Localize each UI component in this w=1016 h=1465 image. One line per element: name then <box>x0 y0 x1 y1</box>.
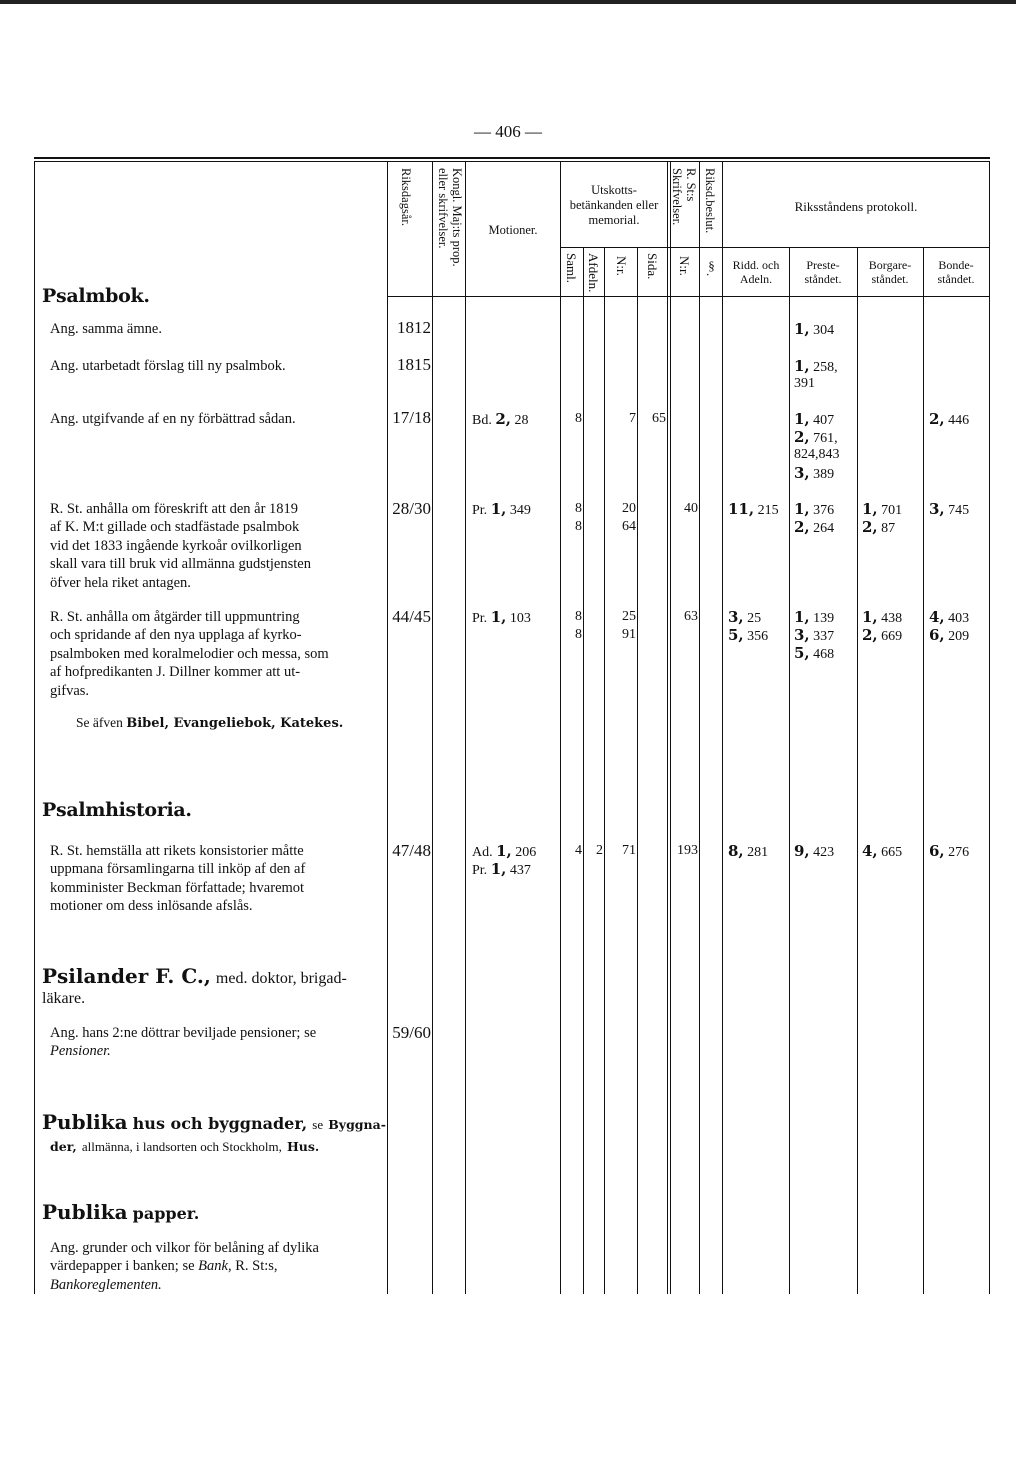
header-kongl: Kongl. Maj:ts prop. eller skrifvelser. <box>436 168 464 267</box>
row-preste: 1, 139 <box>794 608 835 626</box>
row-desc: Ang. hans 2:ne döttrar beviljade pensioner; se Pensioner. <box>50 1025 317 1060</box>
header-riksdbeslut: Riksd.beslut. <box>703 168 717 234</box>
row-desc: R. St. anhålla om åtgärder till uppmuntring och spridande af den nya upplaga af kyrko- psalmboken med koralmelodier och messa, som af hofpredikanten J. Dillner kommer att ut- gifvas. <box>50 609 329 699</box>
row-desc: Ang. samma ämne. <box>50 321 162 337</box>
row-motion: Ad. 1, 206 <box>472 842 537 860</box>
publika-hus-line2: der, allmänna, i landsorten och Stockholm, Hus. <box>50 1139 320 1154</box>
header-rsts-nr: N:r. <box>677 256 692 276</box>
row-rsts-nr: 193 <box>677 843 698 858</box>
table-top-rule <box>34 157 990 159</box>
psilander-subtitle: läkare. <box>42 990 86 1007</box>
row-preste: 1, 258, <box>794 357 838 375</box>
row-year: 47/48 <box>392 841 431 860</box>
section-title-publika-hus: Publika hus och byggnader, se Byggna- <box>42 1110 386 1134</box>
row-preste: 3, 337 <box>794 626 835 644</box>
section-title-publika-papper: Publika papper. <box>42 1200 200 1224</box>
row-saml: 8 <box>575 501 582 516</box>
table-top-rule-thin <box>34 161 990 162</box>
row-nr: 25 <box>622 609 636 624</box>
row-desc: Ang. grunder och vilkor för belåning af dylika värdepapper i banken; se Bank, R. St:s, Bankoreglementen. <box>50 1240 319 1293</box>
row-rsts-nr: 40 <box>684 501 698 516</box>
subheader-rule <box>560 247 990 248</box>
col-rule-9 <box>699 162 700 1294</box>
header-riksdagsar: Riksdagsår. <box>399 168 413 226</box>
row-borgare: 1, 438 <box>862 608 903 626</box>
col-rule-14 <box>989 162 990 1294</box>
section-title-psalmbok: Psalmbok. <box>42 285 150 307</box>
row-motion: Pr. 1, 437 <box>472 860 531 878</box>
row-preste: 1, 304 <box>794 320 835 338</box>
row-motion: Pr. 1, 349 <box>472 500 531 518</box>
section-title-psalmhistoria: Psalmhistoria. <box>42 799 192 821</box>
header-motioner: Motioner. <box>488 223 538 237</box>
row-desc: Ang. utarbetadt förslag till ny psalmbok. <box>50 358 286 374</box>
row-year: 44/45 <box>392 607 431 626</box>
header-bottom-rule <box>387 296 990 297</box>
row-saml: 4 <box>575 843 582 858</box>
row-bonde: 4, 403 <box>929 608 970 626</box>
row-bonde: 2, 446 <box>929 410 970 428</box>
col-rule-8b <box>670 162 671 1294</box>
row-year: 59/60 <box>392 1023 431 1042</box>
row-preste: 9, 423 <box>794 842 835 860</box>
header-bonde: Bonde- ståndet. <box>937 258 975 286</box>
row-nr: 91 <box>622 627 636 642</box>
row-ridd: 8, 281 <box>728 842 769 860</box>
row-year: 1812 <box>397 318 431 337</box>
row-preste: 1, 376 <box>794 500 835 518</box>
row-bonde: 6, 209 <box>929 626 970 644</box>
row-nr: 20 <box>622 501 636 516</box>
col-rule-7 <box>637 247 638 1294</box>
see-also: Se äfven Bibel, Evangeliebok, Katekes. <box>76 715 344 731</box>
row-desc: R. St. hemställa att rikets konsistorier måtte uppmana församlingarna till inköp af den af komminister Beckman författade; hvaremot motioner om dess inlösande afslås. <box>50 843 306 915</box>
row-borgare: 4, 665 <box>862 842 903 860</box>
header-ridd: Ridd. och Adeln. <box>732 258 780 286</box>
row-preste: 5, 468 <box>794 644 835 662</box>
row-year: 28/30 <box>392 499 431 518</box>
row-sida: 65 <box>652 411 666 426</box>
row-nr: 71 <box>622 843 636 858</box>
row-ridd: 11, 215 <box>728 500 779 518</box>
col-rule-5 <box>583 247 584 1294</box>
row-borgare: 2, 669 <box>862 626 903 644</box>
col-rule-2 <box>432 162 433 1294</box>
page-top-edge <box>0 0 1016 4</box>
row-nr: 64 <box>622 519 636 534</box>
row-afdeln: 2 <box>596 843 603 858</box>
row-bonde: 3, 745 <box>929 500 970 518</box>
col-rule-1 <box>387 162 388 1294</box>
col-rule-12 <box>857 247 858 1294</box>
row-preste: 824,843 <box>794 447 840 462</box>
col-rule-3 <box>465 162 466 1294</box>
header-borgare: Borgare- ståndet. <box>868 258 912 286</box>
row-borgare: 2, 87 <box>862 518 896 536</box>
col-rule-11 <box>789 247 790 1294</box>
row-year: 17/18 <box>392 408 431 427</box>
row-motion: Bd. 2, 28 <box>472 410 529 428</box>
row-saml: 8 <box>575 627 582 642</box>
col-rule-10 <box>722 162 723 1294</box>
header-protokoll: Riksståndens protokoll. <box>794 199 918 214</box>
header-para: §. <box>704 258 719 277</box>
row-preste: 2, 264 <box>794 518 835 536</box>
row-saml: 8 <box>575 411 582 426</box>
row-preste: 3, 389 <box>794 464 835 482</box>
row-ridd: 5, 356 <box>728 626 769 644</box>
page-number: — 406 — <box>474 122 542 141</box>
header-nr: N:r. <box>614 256 629 276</box>
col-rule-13 <box>923 247 924 1294</box>
row-saml: 8 <box>575 519 582 534</box>
row-preste: 1, 407 <box>794 410 835 428</box>
col-rule-8 <box>667 162 668 1294</box>
row-preste: 2, 761, <box>794 428 838 446</box>
row-ridd: 3, 25 <box>728 608 762 626</box>
col-rule-4 <box>560 162 561 1294</box>
row-bonde: 6, 276 <box>929 842 970 860</box>
row-nr: 7 <box>629 411 636 426</box>
row-desc: Ang. utgifvande af en ny förbättrad sådan. <box>50 411 296 427</box>
col-rule-left <box>34 162 35 1294</box>
header-rsts: R. St:s Skrifvelser. <box>670 168 698 226</box>
header-afdeln: Afdeln. <box>586 253 601 293</box>
header-preste: Preste- ståndet. <box>804 258 842 286</box>
row-desc: R. St. anhålla om föreskrift att den år 1819 af K. M:t gillade och stadfästade psalmbok vid det 1833 ingående kyrkoår ovilkorligen skall vara till bruk vid allmänna gudstjensten öfver hela riket antagen. <box>50 501 311 591</box>
row-preste: 391 <box>794 376 815 391</box>
row-saml: 8 <box>575 609 582 624</box>
row-rsts-nr: 63 <box>684 609 698 624</box>
row-motion: Pr. 1, 103 <box>472 608 531 626</box>
row-borgare: 1, 701 <box>862 500 903 518</box>
header-utskotts: Utskotts- betänkanden eller memorial. <box>569 183 659 227</box>
header-sida: Sida. <box>645 253 660 280</box>
row-year: 1815 <box>397 355 431 374</box>
header-saml: Saml. <box>564 253 579 283</box>
col-rule-6 <box>604 247 605 1294</box>
section-title-psilander: Psilander F. C., med. doktor, brigad- <box>42 964 347 988</box>
